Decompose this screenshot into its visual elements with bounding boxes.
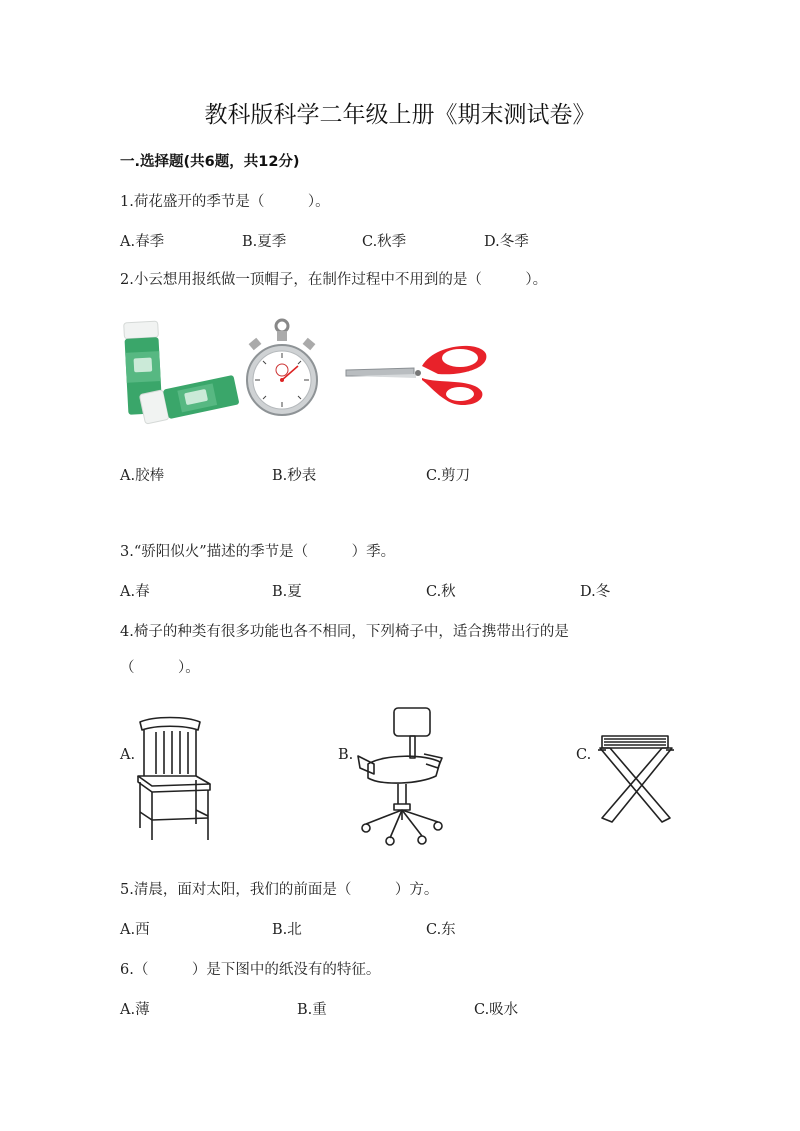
q1-option-a[interactable]: A.春季 bbox=[120, 234, 165, 250]
q3-option-a[interactable]: A.春 bbox=[120, 584, 150, 600]
section-heading: 一.选择题(共6题，共12分) bbox=[120, 154, 300, 170]
wooden-chair-icon bbox=[134, 716, 214, 842]
page-title: 教科版科学二年级上册《期末测试卷》 bbox=[204, 102, 596, 128]
q1-option-d[interactable]: D.冬季 bbox=[484, 234, 529, 250]
q4-option-b[interactable]: B. bbox=[338, 747, 354, 763]
question-4-line2: （ ）。 bbox=[120, 660, 200, 676]
question-6: 6.（ ）是下图中的纸没有的特征。 bbox=[120, 962, 381, 978]
q4-option-c[interactable]: C. bbox=[576, 747, 592, 763]
q1-option-c[interactable]: C.秋季 bbox=[362, 234, 407, 250]
q6-option-a[interactable]: A.薄 bbox=[120, 1002, 150, 1018]
question-5: 5.清晨，面对太阳，我们的前面是（ ）方。 bbox=[120, 882, 439, 898]
stopwatch-icon bbox=[246, 320, 318, 418]
q5-option-b[interactable]: B.北 bbox=[272, 922, 302, 938]
question-3: 3.“骄阳似火”描述的季节是（ ）季。 bbox=[120, 544, 396, 560]
office-chair-icon bbox=[354, 706, 446, 846]
q2-option-b[interactable]: B.秒表 bbox=[272, 468, 317, 484]
q4-option-a[interactable]: A. bbox=[120, 747, 136, 763]
q2-option-c[interactable]: C.剪刀 bbox=[426, 468, 471, 484]
q2-option-a[interactable]: A.胶棒 bbox=[120, 468, 165, 484]
q3-option-b[interactable]: B.夏 bbox=[272, 584, 302, 600]
q5-option-c[interactable]: C.东 bbox=[426, 922, 456, 938]
question-1: 1.荷花盛开的季节是（ ）。 bbox=[120, 194, 330, 210]
q6-option-c[interactable]: C.吸水 bbox=[474, 1002, 519, 1018]
q3-option-d[interactable]: D.冬 bbox=[580, 584, 611, 600]
q1-option-b[interactable]: B.夏季 bbox=[242, 234, 287, 250]
glue-stick-icon bbox=[122, 322, 242, 422]
scissors-icon bbox=[342, 338, 490, 410]
q5-option-a[interactable]: A.西 bbox=[120, 922, 150, 938]
folding-stool-icon bbox=[596, 730, 676, 826]
q3-option-c[interactable]: C.秋 bbox=[426, 584, 456, 600]
q6-option-b[interactable]: B.重 bbox=[297, 1002, 327, 1018]
question-4-line1: 4.椅子的种类有很多功能也各不相同，下列椅子中，适合携带出行的是 bbox=[120, 624, 569, 640]
question-2: 2.小云想用报纸做一顶帽子，在制作过程中不用到的是（ ）。 bbox=[120, 272, 548, 288]
